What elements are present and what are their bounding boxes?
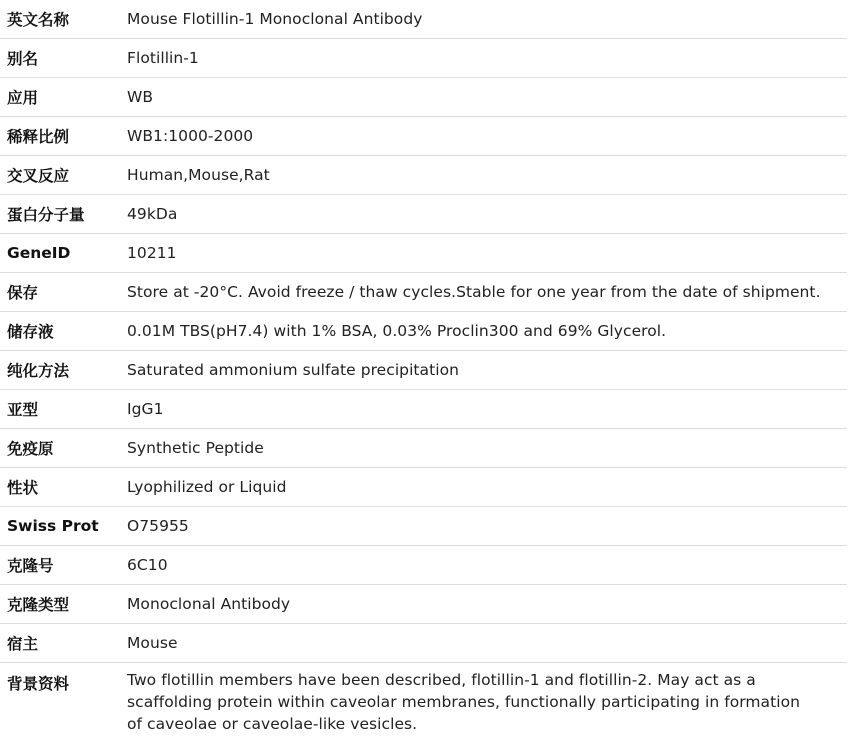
spec-label: 应用 (0, 78, 127, 117)
spec-label: Swiss Prot (0, 507, 127, 546)
spec-label: 背景资料 (0, 663, 127, 741)
spec-row-english-name (0, 0, 847, 39)
spec-value: O75955 (127, 507, 847, 546)
spec-label: 别名 (0, 39, 127, 78)
spec-row-reactivity (0, 156, 847, 195)
spec-label: 性状 (0, 468, 127, 507)
spec-row-swiss-prot (0, 507, 847, 546)
spec-row-alias (0, 39, 847, 78)
spec-value: 10211 (127, 234, 847, 273)
spec-value: Saturated ammonium sulfate precipitation (127, 351, 847, 390)
spec-label: 稀释比例 (0, 117, 127, 156)
spec-value: WB (127, 78, 847, 117)
spec-row-form (0, 468, 847, 507)
spec-value: 0.01M TBS(pH7.4) with 1% BSA, 0.03% Proclin300 and 69% Glycerol. (127, 312, 847, 351)
spec-value: 49kDa (127, 195, 847, 234)
spec-row-gene-id (0, 234, 847, 273)
spec-value: Store at -20°C. Avoid freeze / thaw cycles.Stable for one year from the date of shipment. (127, 273, 847, 312)
spec-row-application (0, 78, 847, 117)
spec-row-buffer (0, 312, 847, 351)
spec-row-clone-number (0, 546, 847, 585)
spec-value: Mouse (127, 624, 847, 663)
spec-value: WB1:1000-2000 (127, 117, 847, 156)
spec-row-clonality (0, 585, 847, 624)
spec-value: Two flotillin members have been described, flotillin-1 and flotillin-2. May act as a scaffolding protein within caveolar membranes, functionally participating in formation of caveolae or caveolae-like vesicles. (127, 663, 847, 741)
spec-value: Lyophilized or Liquid (127, 468, 847, 507)
spec-label: 英文名称 (0, 0, 127, 39)
spec-row-host (0, 624, 847, 663)
spec-label: 克隆号 (0, 546, 127, 585)
spec-label: 纯化方法 (0, 351, 127, 390)
spec-label: 保存 (0, 273, 127, 312)
spec-value: Monoclonal Antibody (127, 585, 847, 624)
spec-row-immunogen (0, 429, 847, 468)
spec-value: Flotillin-1 (127, 39, 847, 78)
spec-label: 交叉反应 (0, 156, 127, 195)
spec-value: 6C10 (127, 546, 847, 585)
spec-label: 宿主 (0, 624, 127, 663)
spec-row-purification (0, 351, 847, 390)
spec-label: 亚型 (0, 390, 127, 429)
spec-label: GeneID (0, 234, 127, 273)
spec-row-molecular-weight (0, 195, 847, 234)
spec-value: Synthetic Peptide (127, 429, 847, 468)
spec-label: 蛋白分子量 (0, 195, 127, 234)
spec-row-storage (0, 273, 847, 312)
spec-label: 克隆类型 (0, 585, 127, 624)
spec-row-isotype (0, 390, 847, 429)
spec-row-dilution (0, 117, 847, 156)
spec-label: 免疫原 (0, 429, 127, 468)
spec-value: IgG1 (127, 390, 847, 429)
spec-value: Human,Mouse,Rat (127, 156, 847, 195)
spec-label: 储存液 (0, 312, 127, 351)
spec-row-background (0, 663, 847, 741)
spec-value: Mouse Flotillin-1 Monoclonal Antibody (127, 0, 847, 39)
